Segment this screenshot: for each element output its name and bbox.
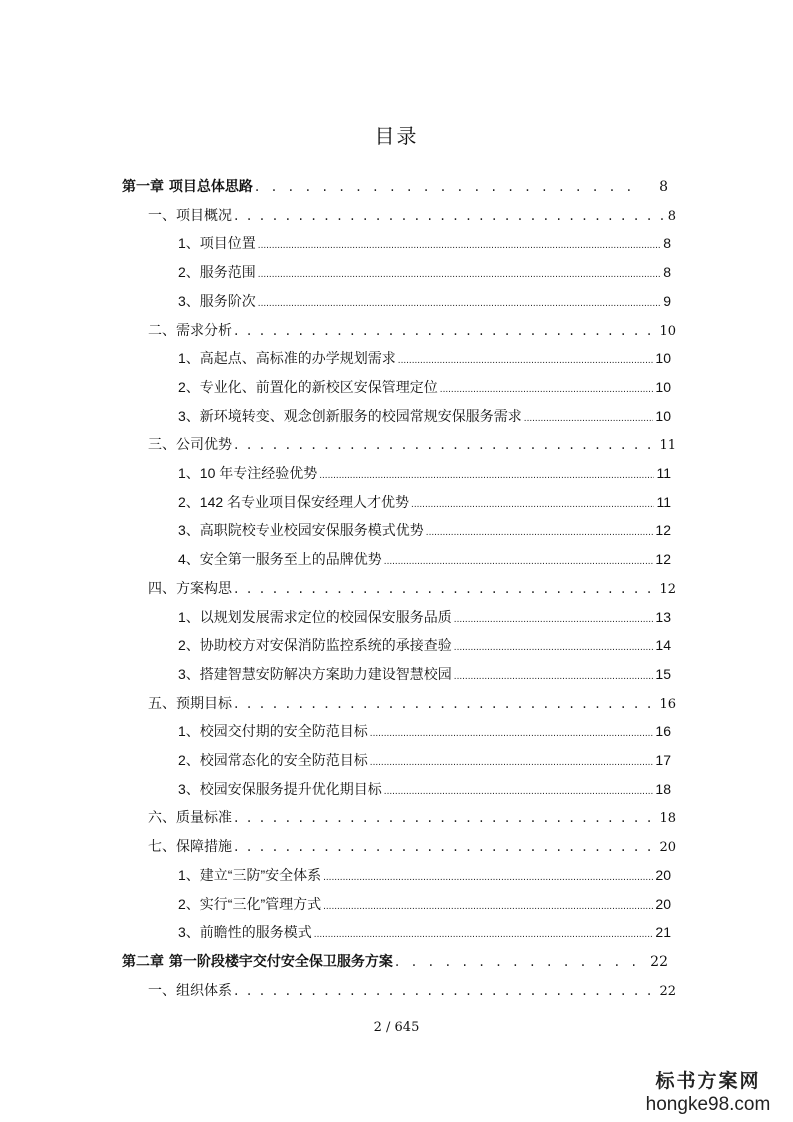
toc-entry-page: 11 <box>659 438 676 454</box>
toc-entry[interactable] <box>178 607 671 627</box>
toc-dot-leader <box>411 499 654 510</box>
toc-dot-leader <box>323 901 653 912</box>
toc-entry-label: 3、校园安保服务提升优化期目标 <box>178 780 382 797</box>
toc-dot-leader <box>234 581 657 597</box>
toc-entry-label: 一、组织体系 <box>148 982 232 999</box>
toc-entry-page: 16 <box>655 723 671 740</box>
toc-entry-label: 2、实行“三化”管理方式 <box>178 895 322 912</box>
toc-entry-page: 15 <box>655 665 671 682</box>
toc-title: 目录 <box>374 124 419 148</box>
toc-entry-page: 8 <box>663 264 671 281</box>
toc-entry-page: 18 <box>655 780 671 797</box>
toc-dot-leader <box>440 384 654 395</box>
toc-entry-page: 17 <box>655 752 671 768</box>
toc-entry-label: 1、高起点、高标准的办学规划需求 <box>178 350 396 367</box>
toc-entry-label: 2、142 名专业项目保安经理人才优势 <box>178 493 410 510</box>
toc-entry[interactable] <box>148 320 676 340</box>
toc-dot-leader <box>398 355 654 366</box>
toc-entry-label: 第一章 项目总体思路 <box>122 179 253 195</box>
toc-entry-page: 20 <box>655 895 671 912</box>
toc-entry-label: 2、协助校方对安保消防监控系统的承接查验 <box>178 637 452 654</box>
toc-dot-leader <box>255 179 645 195</box>
toc-entry[interactable] <box>178 894 671 914</box>
watermark-name: 标书方案网 <box>655 1070 761 1092</box>
toc-entry[interactable] <box>178 233 671 253</box>
watermark-logo <box>633 1066 783 1116</box>
toc-entry[interactable] <box>122 951 668 971</box>
toc-dot-leader <box>524 413 654 424</box>
toc-entry-page: 11 <box>656 465 671 481</box>
toc-entry[interactable] <box>178 520 671 540</box>
toc-entry[interactable] <box>148 807 676 827</box>
toc-entry-page: 13 <box>655 608 671 625</box>
toc-entry-label: 2、校园常态化的安全防范目标 <box>178 752 368 768</box>
toc-dot-leader <box>323 872 653 883</box>
toc-entry-label: 4、安全第一服务至上的品牌优势 <box>178 551 382 568</box>
toc-entry[interactable] <box>178 291 671 311</box>
toc-entry-label: 三、公司优势 <box>148 437 232 454</box>
toc-entry-page: 16 <box>659 696 676 712</box>
toc-dot-leader <box>370 728 654 739</box>
toc-entry[interactable] <box>122 176 668 196</box>
watermark-url: hongke98.com <box>645 1094 771 1115</box>
toc-entry-page: 10 <box>655 407 671 424</box>
toc-entry-page: 12 <box>659 581 676 597</box>
toc-dot-leader <box>258 240 661 251</box>
toc-dot-leader <box>384 556 654 567</box>
toc-entry-page: 8 <box>663 235 671 252</box>
toc-entry[interactable] <box>178 922 671 942</box>
toc-entry-page: 12 <box>655 522 671 539</box>
toc-entry-label: 1、以规划发展需求定位的校园保安服务品质 <box>178 608 452 625</box>
toc-entry-page: 22 <box>650 953 668 970</box>
toc-dot-leader <box>234 208 666 224</box>
toc-entry-page: 12 <box>655 551 671 568</box>
toc-entry-page: 9 <box>663 292 671 309</box>
toc-dot-leader <box>314 929 654 940</box>
toc-dot-leader <box>234 323 657 339</box>
toc-entry-page: 14 <box>655 637 671 654</box>
toc-entry-label: 3、搭建智慧安防解决方案助力建设智慧校园 <box>178 665 452 682</box>
page-indicator: 2 / 645 <box>373 1020 420 1035</box>
toc-entry[interactable] <box>178 492 671 512</box>
toc-entry-page: 10 <box>655 350 671 367</box>
toc-entry[interactable] <box>148 205 676 225</box>
toc-entry-label: 2、专业化、前置化的新校区安保管理定位 <box>178 378 438 395</box>
toc-dot-leader <box>319 470 654 481</box>
toc-entry-label: 六、质量标准 <box>148 810 232 827</box>
toc-entry[interactable] <box>178 406 671 426</box>
toc-entry-label: 第二章 第一阶段楼宇交付安全保卫服务方案 <box>122 953 393 970</box>
toc-entry[interactable] <box>178 377 671 397</box>
toc-entry-page: 11 <box>656 493 671 510</box>
toc-dot-leader <box>234 437 657 453</box>
toc-entry-page: 8 <box>667 208 676 224</box>
toc-entry-page: 18 <box>659 811 676 827</box>
toc-dot-leader <box>454 614 654 625</box>
toc-entry-page: 10 <box>659 323 676 339</box>
toc-entry[interactable] <box>178 779 671 799</box>
toc-entry-label: 2、服务范围 <box>178 264 256 281</box>
toc-dot-leader <box>426 527 654 538</box>
toc-entry-label: 1、10 年专注经验优势 <box>178 465 318 481</box>
toc-entry[interactable] <box>178 635 671 655</box>
toc-dot-leader <box>258 269 661 280</box>
toc-entry[interactable] <box>178 721 671 741</box>
toc-entry[interactable] <box>178 865 671 885</box>
toc-dot-leader <box>234 983 657 999</box>
toc-entry[interactable] <box>148 578 676 598</box>
toc-entry-label: 1、建立“三防”安全体系 <box>178 866 322 883</box>
toc-dot-leader <box>395 954 636 970</box>
toc-dot-leader <box>384 786 654 797</box>
toc-entry[interactable] <box>148 980 676 1000</box>
toc-entry-label: 五、预期目标 <box>148 695 232 712</box>
toc-entry[interactable] <box>178 348 671 368</box>
toc-entry-label: 3、高职院校专业校园安保服务模式优势 <box>178 522 424 539</box>
toc-entry[interactable] <box>178 549 671 569</box>
toc-entry[interactable] <box>178 664 671 684</box>
toc-entry-label: 1、项目位置 <box>178 235 256 252</box>
toc-entry-page: 20 <box>659 840 676 856</box>
toc-entry-label: 一、项目概况 <box>148 207 232 224</box>
toc-entry-page: 20 <box>655 866 671 883</box>
toc-entry-label: 1、校园交付期的安全防范目标 <box>178 723 368 740</box>
toc-dot-leader <box>234 696 657 712</box>
toc-entry-label: 3、前瞻性的服务模式 <box>178 924 312 941</box>
toc-dot-leader <box>370 757 654 768</box>
toc-entry-label: 3、新环境转变、观念创新服务的校园常规安保服务需求 <box>178 407 522 424</box>
toc-entry-label: 七、保障措施 <box>148 839 232 856</box>
toc-entry-page: 8 <box>659 179 668 195</box>
toc-entry[interactable] <box>178 463 671 483</box>
toc-entry-page: 22 <box>659 983 676 999</box>
toc-entry-label: 3、服务阶次 <box>178 292 256 309</box>
toc-entry-label: 二、需求分析 <box>148 322 232 339</box>
toc-dot-leader <box>234 810 657 826</box>
toc-dot-leader <box>258 298 661 309</box>
toc-entry[interactable] <box>178 750 671 770</box>
toc-entry-page: 21 <box>655 924 671 941</box>
toc-entry[interactable] <box>148 836 676 856</box>
toc-dot-leader <box>454 642 654 653</box>
toc-entry[interactable] <box>178 262 671 282</box>
toc-entry[interactable] <box>148 434 676 454</box>
toc-entry-label: 四、方案构思 <box>148 580 232 597</box>
toc-entry[interactable] <box>148 693 676 713</box>
toc-dot-leader <box>234 839 657 855</box>
toc-dot-leader <box>454 671 654 682</box>
toc-entry-page: 10 <box>655 378 671 395</box>
